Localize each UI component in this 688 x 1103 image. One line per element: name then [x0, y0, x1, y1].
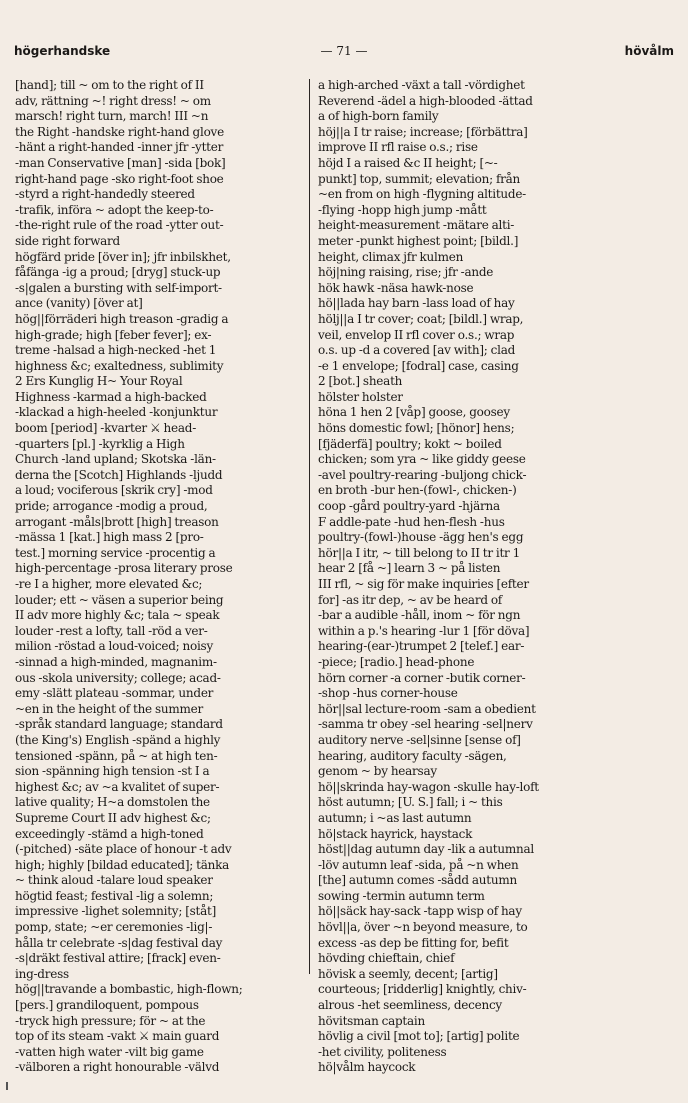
entry-line: auditory nerve -sel|sinne [sense of] [318, 732, 521, 747]
entry-line: emy -slätt plateau -sommar, under [15, 686, 214, 701]
entry-line: the Right -handske right-hand glove [15, 124, 224, 139]
entry-line: top of its steam -vakt ⚔ main guard [15, 1029, 220, 1044]
entry-line: derna the [Scotch] Highlands -ljudd [15, 467, 223, 482]
entry-line: F addle-pate -hud hen-flesh -hus [318, 514, 505, 529]
entry-line: louder; ett ~ väsen a superior being [15, 592, 224, 607]
entry-line: -sinnad a high-minded, magnanim- [15, 654, 217, 669]
entry-line: a high-arched -växt a tall -vördighet [318, 78, 525, 92]
entry-line: -re I a higher, more elevated &c; [15, 577, 203, 591]
entry-line: -the-right rule of the road -ytter out- [15, 218, 224, 233]
entry-line: hövitsman captain [318, 1013, 425, 1028]
entry-line: hög||travande a bombastic, high-flown; [15, 982, 243, 997]
entry-line: for] -as itr dep, ~ av be heard of [318, 592, 502, 607]
entry-line: Church -land upland; Skotska -län- [15, 452, 216, 467]
entry-line: [fjäderfä] poultry; kokt ~ boiled [318, 436, 502, 451]
entry-line: III rfl, ~ sig för make inquiries [efter [318, 577, 529, 591]
entry-line: height-measurement -mätare alti- [318, 218, 515, 233]
entry-line: ous -skola university; college; acad- [15, 670, 221, 685]
entry-line: pride; arrogance -modig a proud, [15, 499, 208, 514]
entry-line: side right forward [15, 233, 120, 248]
entry-line: hölster holster [318, 389, 403, 404]
entry-line: hö||säck hay-sack -tapp wisp of hay [318, 904, 522, 919]
entry-line: highness &c; exaltedness, sublimity [15, 358, 224, 373]
entry-line: impressive -lighet solemnity; [ståt] [15, 904, 217, 919]
entry-line: sion -spänning high tension -st I a [15, 764, 210, 779]
entry-line: höj|ning raising, rise; jfr -ande [318, 265, 494, 280]
entry-line: ance (vanity) [över at] [15, 296, 143, 311]
entry-line: a of high-born family [318, 109, 439, 124]
entry-line: -trafik, införa ~ adopt the keep-to- [15, 202, 214, 217]
entry-line: -e 1 envelope; [fodral] case, casing [318, 358, 519, 373]
entry-line: high-percentage -prosa literary prose [15, 561, 233, 576]
entry-line: fåfänga -ig a proud; [dryg] stuck-up [15, 265, 221, 280]
entry-line: genom ~ by hearsay [318, 764, 437, 779]
entry-line: -vatten high water -vilt big game [15, 1044, 204, 1059]
entry-line: right-hand page -sko right-foot shoe [15, 171, 224, 186]
entry-line: -samma tr obey -sel hearing -sel|nerv [318, 717, 533, 732]
entry-line: hörn corner -a corner -butik corner- [318, 670, 526, 685]
entry-line: (the King's) English -spänd a highly [15, 732, 221, 747]
entry-line: improve II rfl raise o.s.; rise [318, 140, 478, 155]
entry-line: II adv more highly &c; tala ~ speak [15, 608, 220, 623]
margin-mark [6, 1082, 8, 1090]
entry-line: adv, rättning ~! right dress! ~ om [15, 93, 211, 108]
entry-line: ing-dress [15, 966, 69, 981]
entry-line: excess -as dep be fitting for, befit [318, 935, 509, 950]
entry-line: Reverend -ädel a high-blooded -ättad [318, 93, 533, 108]
left-column [15, 78, 305, 1076]
entry-line: hö|vålm haycock [318, 1060, 416, 1075]
entry-line: hölj||a I tr cover; coat; [bildl.] wrap, [318, 311, 524, 326]
entry-line: höst||dag autumn day -lik a autumnal [318, 842, 534, 857]
entry-line: louder -rest a lofty, tall -röd a ver- [15, 623, 208, 638]
entry-line: boom [period] -kvarter ⚔ head- [15, 421, 197, 436]
entry-line: hövlig a civil [mot to]; [artig] polite [318, 1029, 520, 1044]
entry-line: hear 2 [få ~] learn 3 ~ på listen [318, 561, 501, 576]
entry-line: högfärd pride [över in]; jfr inbilskhet, [15, 249, 231, 264]
page-number: — 71 — [320, 44, 368, 58]
entry-line: en broth -bur hen-(fowl-, chicken-) [318, 483, 517, 498]
entry-line: height, climax jfr kulmen [318, 249, 464, 264]
entry-line: [the] autumn comes -sådd autumn [318, 873, 517, 888]
entry-line: -styrd a right-handedly steered [15, 187, 195, 202]
page-header [14, 44, 674, 66]
entry-line: -bar a audible -håll, inom ~ för ngn [318, 608, 521, 623]
entry-line: within a p.'s hearing -lur 1 [för döva] [318, 623, 530, 638]
entry-line: hör||a I itr, ~ till belong to II tr itr 1 [318, 545, 520, 560]
entry-line: o.s. up -d a covered [av with]; clad [318, 343, 516, 358]
entry-line: high-grade; high [feber fever]; ex- [15, 327, 212, 342]
entry-line: coop -gård poultry-yard -hjärna [318, 499, 500, 514]
entry-line: [pers.] grandiloquent, pompous [15, 998, 199, 1013]
right-column [318, 78, 608, 1076]
entry-line: höj||a I tr raise; increase; [förbättra] [318, 124, 528, 139]
entry-line: höst autumn; [U. S.] fall; i ~ this [318, 795, 503, 810]
entry-line: hö||skrinda hay-wagon -skulle hay-loft [318, 779, 539, 794]
entry-line: -piece; [radio.] head-phone [318, 654, 475, 669]
entry-line: autumn; i ~as last autumn [318, 810, 472, 825]
entry-line: punkt] top, summit; elevation; från [318, 171, 521, 186]
entry-line: hör||sal lecture-room -sam a obedient [318, 701, 536, 716]
entry-line: meter -punkt highest point; [bildl.] [318, 233, 519, 248]
entry-line: a loud; vociferous [skrik cry] -mod [15, 483, 213, 498]
entry-line: poultry-(fowl-)house -ägg hen's egg [318, 530, 524, 545]
entry-line: -välboren a right honourable -välvd [15, 1060, 220, 1075]
entry-line: veil, envelop II rfl cover o.s.; wrap [318, 327, 515, 342]
header-right-guideword: hövålm [624, 44, 674, 58]
entry-line: ~ think aloud -talare loud speaker [15, 873, 213, 888]
entry-line: arrogant -måls|brott [high] treason [15, 514, 219, 529]
entry-line: -hänt a right-handed -inner jfr -ytter [15, 140, 224, 155]
entry-line: 2 Ers Kunglig H~ Your Royal [15, 374, 183, 389]
entry-line: courteous; [ridderlig] knightly, chiv- [318, 982, 527, 997]
entry-line: Highness -karmad a high-backed [15, 389, 207, 404]
entry-line: 2 [bot.] sheath [318, 374, 403, 389]
entry-line: high; highly [bildad educated]; tänka [15, 857, 230, 872]
entry-line: -flying -hopp high jump -mått [318, 202, 487, 217]
entry-line: -klackad a high-heeled -konjunktur [15, 405, 218, 420]
entry-line: lative quality; H~a domstolen the [15, 795, 210, 810]
entry-line: pomp, state; ~er ceremonies -lig|- [15, 920, 213, 935]
entry-line: -s|dräkt festival attire; [frack] even- [15, 951, 221, 966]
entry-line: hövding chieftain, chief [318, 951, 455, 966]
entry-line: -het civility, politeness [318, 1044, 447, 1059]
entry-line: hålla tr celebrate -s|dag festival day [15, 935, 223, 950]
entry-line: -löv autumn leaf -sida, på ~n when [318, 857, 519, 872]
entry-line: ~en in the height of the summer [15, 701, 203, 716]
entry-line: högtid feast; festival -lig a solemn; [15, 888, 214, 903]
entry-line: hearing, auditory faculty -sägen, [318, 748, 507, 763]
entry-line: -s|galen a bursting with self-import- [15, 280, 222, 295]
entry-line: höna 1 hen 2 [våp] goose, goosey [318, 405, 510, 420]
entry-line: höns domestic fowl; [hönor] hens; [318, 421, 515, 436]
entry-line: -man Conservative [man] -sida [bok] [15, 155, 226, 170]
entry-line: -tryck high pressure; för ~ at the [15, 1013, 206, 1028]
column-divider [309, 79, 310, 974]
entry-line: -quarters [pl.] -kyrklig a High [15, 436, 185, 451]
entry-line: chicken; som yra ~ like giddy geese [318, 452, 526, 467]
entry-line: marsch! right turn, march! III ~n [15, 109, 209, 124]
header-left-guideword: högerhandske [14, 44, 111, 58]
entry-line: hö|stack hayrick, haystack [318, 826, 473, 841]
entry-line: hö||lada hay barn -lass load of hay [318, 296, 515, 311]
entry-line: -shop -hus corner-house [318, 686, 458, 701]
entry-line: treme -halsad a high-necked -het 1 [15, 343, 217, 358]
entry-line: [hand]; till ~ om to the right of II [15, 78, 204, 92]
entry-line: sowing -termin autumn term [318, 888, 485, 903]
entry-line: hök hawk -näsa hawk-nose [318, 280, 474, 295]
entry-line: hög||förräderi high treason -gradig a [15, 311, 229, 326]
entry-line: (-pitched) -säte place of honour -t adv [15, 842, 232, 857]
entry-line: alrous -het seemliness, decency [318, 998, 502, 1013]
entry-line: hearing-(ear-)trumpet 2 [telef.] ear- [318, 639, 525, 654]
entry-line: -avel poultry-rearing -buljong chick- [318, 467, 527, 482]
entry-line: highest &c; av ~a kvalitet of super- [15, 779, 220, 794]
entry-line: -mässa 1 [kat.] high mass 2 [pro- [15, 530, 204, 545]
entry-line: -språk standard language; standard [15, 717, 223, 732]
entry-line: ~en from on high -flygning altitude- [318, 187, 526, 202]
entry-line: höjd I a raised &c II height; [~- [318, 155, 498, 170]
entry-line: tensioned -spänn, på ~ at high ten- [15, 748, 218, 763]
entry-line: hövl||a, över ~n beyond measure, to [318, 920, 528, 935]
entry-line: milion -röstad a loud-voiced; noisy [15, 639, 213, 654]
entry-line: test.] morning service -procentig a [15, 545, 216, 560]
entry-line: exceedingly -stämd a high-toned [15, 826, 204, 841]
entry-line: hövisk a seemly, decent; [artig] [318, 966, 498, 981]
entry-line: Supreme Court II adv highest &c; [15, 810, 211, 825]
